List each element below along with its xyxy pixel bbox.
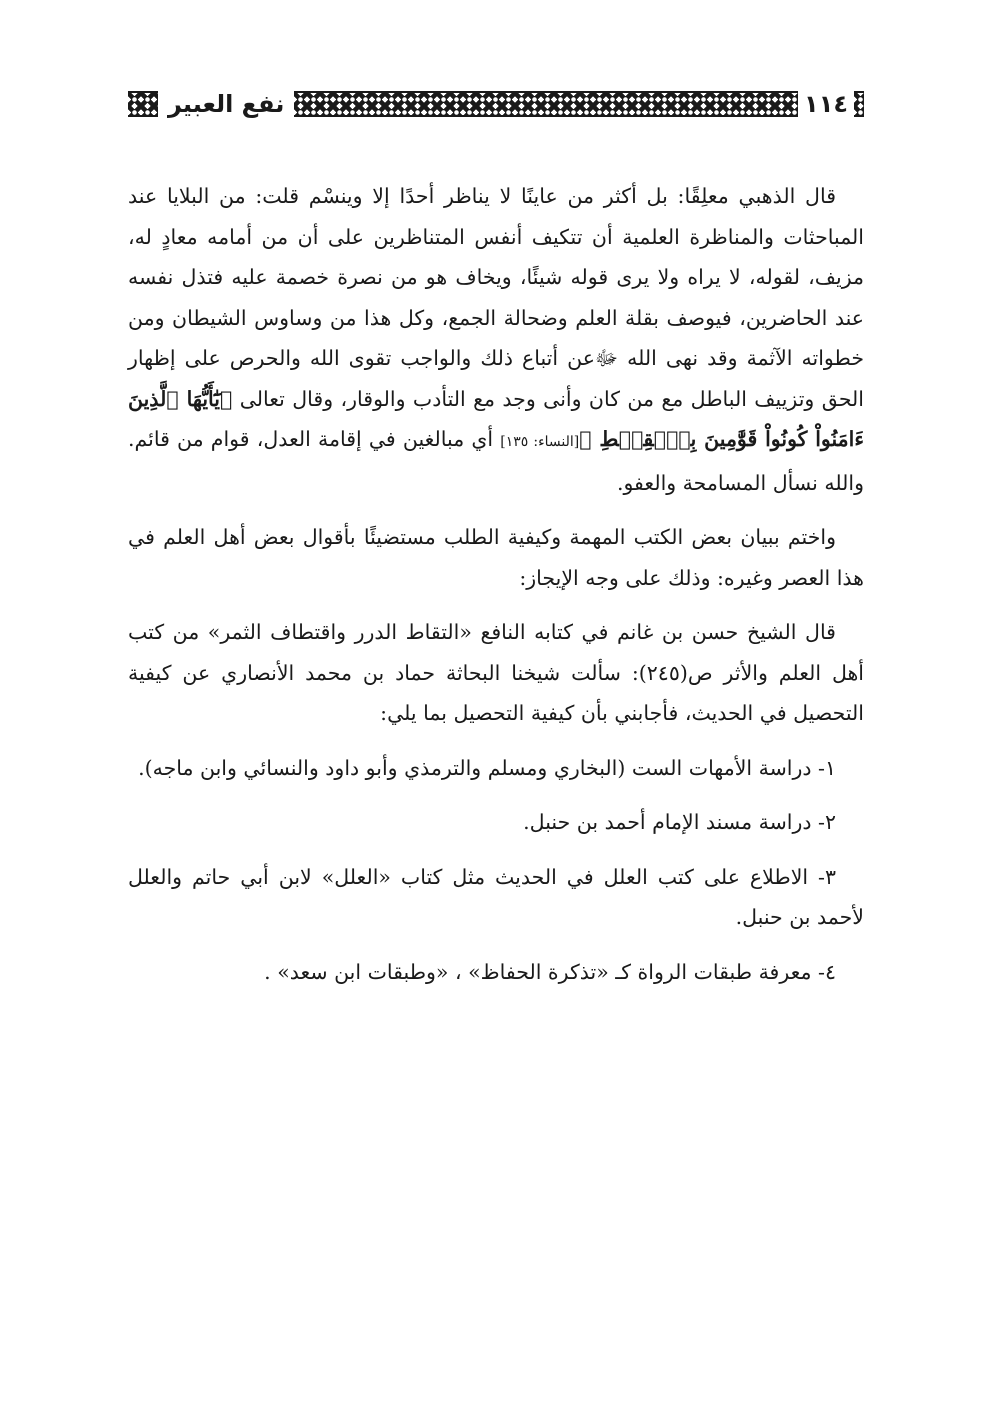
paragraph-text: قال الذهبي معلِقًا: بل أكثر من عاينًا لا يناظر أحدًا إلا وينسْم قلت: من البلايا عند المباحثات والمناظرة العلمية أن تتكيف أنفس المتناظرين على أن من أمامه معادٍ له، مزيف، لقوله، لا يراه ولا يرى قوله شيئًا، ويخاف هو من نصرة خصمة عليه فتذل نفسه عند الحاضرين، فيوصف بقلة العلم وضحالة الجمع، وكل هذا من وساوس الشيطان ومن خطواته الآثمة وقد نهى الله ﷻعن أتباع ذلك والواجب تقوى الله والحرص على إظهار الحق وتزييف الباطل مع من كان وأنى وجد مع التأدب والوقار، وقال تعالى xyxy=(128,184,864,411)
page-header xyxy=(128,84,864,124)
book-title: نفع العبير xyxy=(168,90,285,118)
page-number: ١١٤ xyxy=(804,90,848,118)
list-item-2: ٢- دراسة مسند الإمام أحمد بن حنبل. xyxy=(523,810,836,834)
list-item-3: ٣- الاطلاع على كتب العلل في الحديث مثل كتاب «العلل» لابن أبي حاتم والعلل لأحمد بن حنبل. xyxy=(128,864,864,929)
paragraph-text-continued: أي مبالغين في إقامة العدل، قوام من قائم. والله نسأل المسامحة والعفو. xyxy=(128,427,864,495)
page-body xyxy=(128,176,864,1006)
list-item-4: ٤- معرفة طبقات الرواة كـ «تذكرة الحفاظ» ، «وطبقات ابن سعد» . xyxy=(264,959,836,984)
list-item-1: ١- دراسة الأمهات الست (البخاري ومسلم والترمذي وأبو داود والنسائي وابن ماجه). xyxy=(138,755,836,780)
paragraph-shaikh-hasan: قال الشيخ حسن بن غانم في كتابه النافع «التقاط الدرر واقتطاف الثمر» من كتب أهل العلم والأثر ص(٢٤٥): سألت شيخنا البحاثة حماد بن محمد الأنصاري عن كيفية التحصيل في الحديث، فأجابني بأن كيفية التحصيل بما يلي: xyxy=(128,620,864,725)
quran-verse: ﴿يَٰٓأَيُّهَا ٱلَّذِينَ ءَامَنُواْ كُونُواْ قَوَّٰمِينَ بِٱلۡقِسۡطِ ﴾ xyxy=(128,386,864,451)
header-ornament-band xyxy=(294,91,798,117)
paragraph-closing-books: واختم ببيان بعض الكتب المهمة وكيفية الطلب مستضيئًا بأقوال بعض أهل العلم في هذا العصر وغيره: وذلك على وجه الإيجاز: xyxy=(128,525,864,590)
verse-reference: [النساء: ١٣٥] xyxy=(500,434,580,450)
header-ornament-right xyxy=(854,91,864,117)
paragraph-dhahabi-comment xyxy=(128,176,864,503)
header-ornament-left xyxy=(128,91,158,117)
